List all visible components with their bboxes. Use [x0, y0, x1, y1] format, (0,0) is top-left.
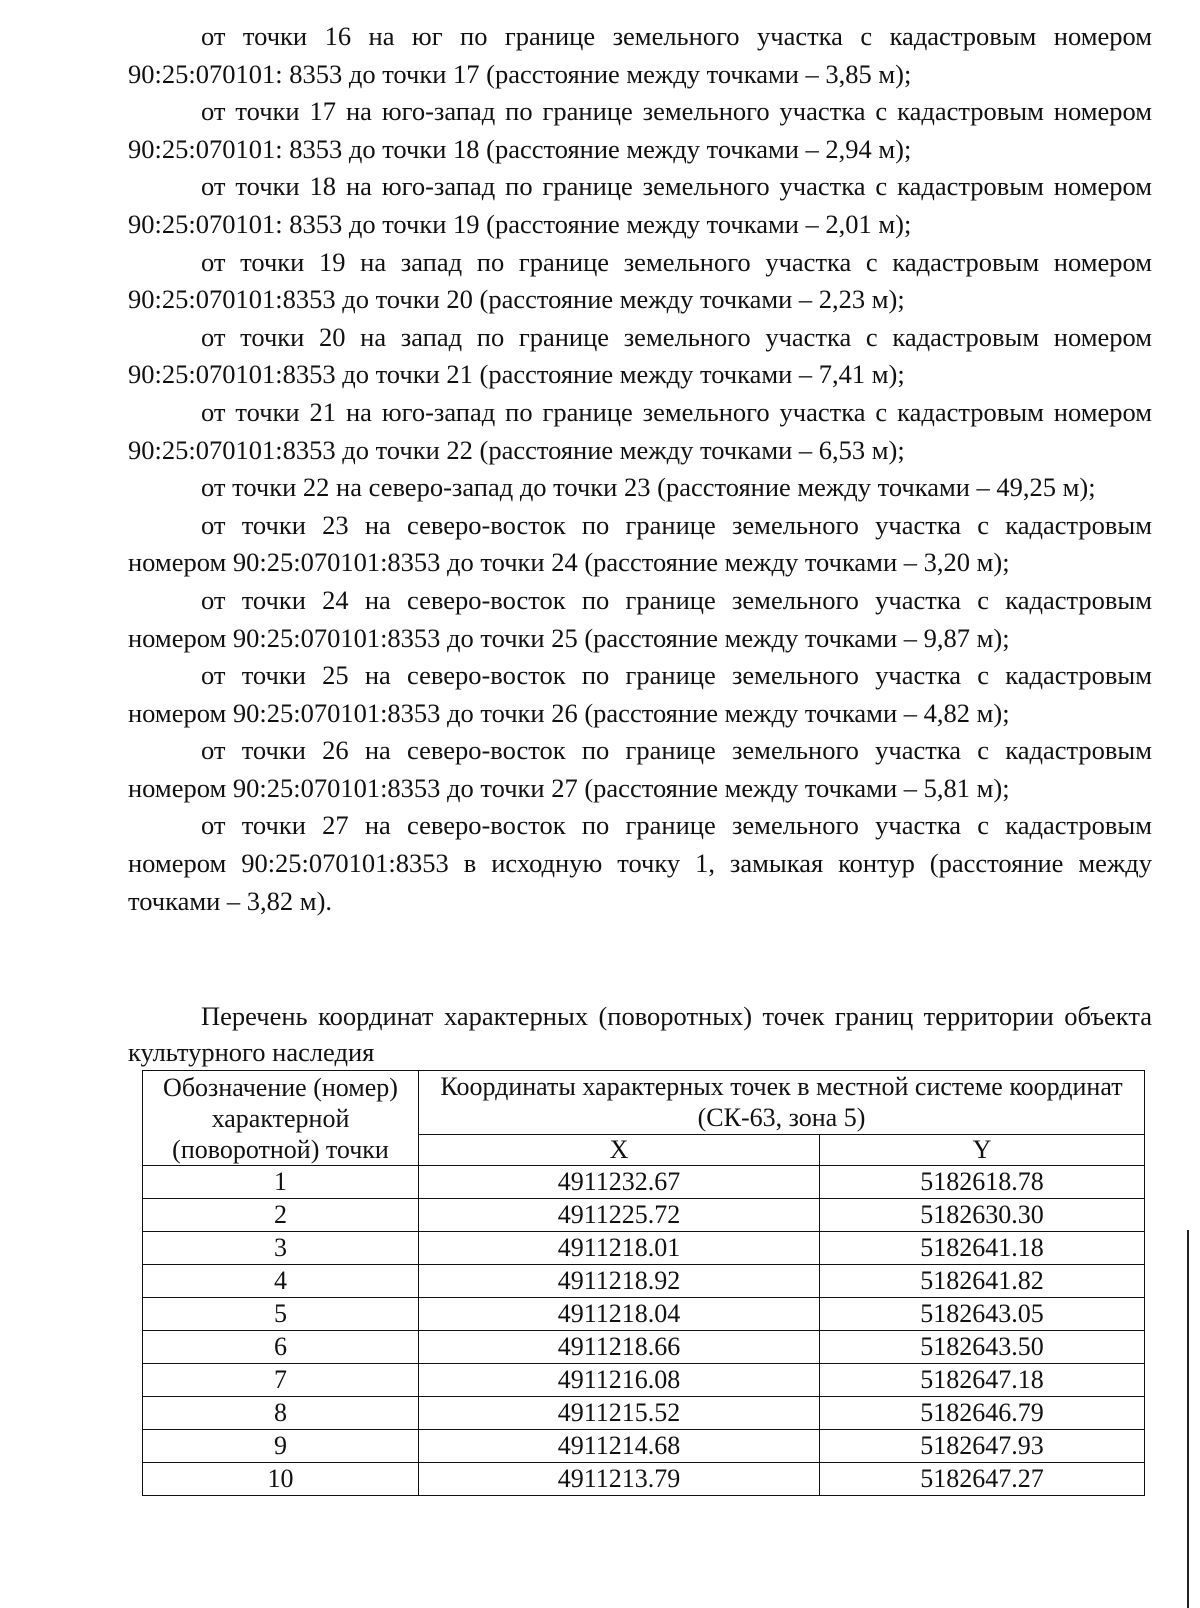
coordinate-x: 4911218.66 [419, 1331, 820, 1364]
paragraph-point-20: от точки 20 на запад по границе земельного участка с кадастровым номером 90:25:070101:8353 до точки 21 (расстояние между точками – 7,41 м); [128, 321, 1152, 390]
paragraph-point-25: от точки 25 на северо-восток по границе земельного участка с кадастровым номером 90:25:070101:8353 до точки 26 (расстояние между точками – 4,82 м); [128, 660, 1152, 728]
paragraph-point-18: от точки 18 на юго-запад по границе земельного участка с кадастровым номером 90:25:070101: 8353 до точки 19 (расстояние между точками – 2,01 м); [128, 171, 1152, 239]
table-row [143, 1265, 1145, 1298]
paragraph-point-22: от точки 22 на северо-запад до точки 23 (расстояние между точками – 49,25 м); [201, 472, 1096, 503]
coordinate-x: 4911225.72 [419, 1199, 820, 1232]
paragraph-point-23: от точки 23 на северо-восток по границе земельного участка с кадастровым номером 90:25:070101:8353 до точки 24 (расстояние между точками – 3,20 м); [128, 509, 1152, 578]
paragraph-point-24: от точки 24 на северо-восток по границе земельного участка с кадастровым номером 90:25:070101:8353 до точки 25 (расстояние между точками – 9,87 м); [128, 584, 1152, 653]
paragraph-point-17: от точки 17 на юго-запад по границе земельного участка с кадастровым номером 90:25:070101: 8353 до точки 18 (расстояние между точками – 2,94 м); [128, 96, 1152, 164]
point-number: 4 [143, 1265, 419, 1298]
table-row [143, 1430, 1145, 1463]
coordinate-x: 4911218.01 [419, 1232, 820, 1265]
table-row [143, 1397, 1145, 1430]
header-x: X [419, 1134, 820, 1165]
coordinates-table [142, 1070, 1145, 1496]
paragraph-point-27: от точки 27 на северо-восток по границе земельного участка с кадастровым номером 90:25:070101:8353 в исходную точку 1, замыкая контур (расстояние между точками – 3,82 м). [128, 810, 1152, 916]
coordinate-y: 5182618.78 [820, 1166, 1145, 1199]
coordinate-x: 4911214.68 [419, 1430, 820, 1463]
coordinate-x: 4911216.08 [419, 1364, 820, 1397]
paragraph-point-26: от точки 26 на северо-восток по границе земельного участка с кадастровым номером 90:25:070101:8353 до точки 27 (расстояние между точками – 5,81 м); [128, 735, 1152, 803]
point-number: 5 [143, 1298, 419, 1331]
paragraph-point-21: от точки 21 на юго-запад по границе земельного участка с кадастровым номером 90:25:070101:8353 до точки 22 (расстояние между точками – 6,53 м); [128, 396, 1152, 465]
table-caption: Перечень координат характерных (поворотных) точек границ территории объекта культурного наследия [128, 1001, 1152, 1067]
coordinate-y: 5182643.05 [820, 1298, 1145, 1331]
boundary-description [128, 18, 1152, 920]
scan-edge-line [1187, 1230, 1189, 1608]
point-number: 3 [143, 1232, 419, 1265]
point-number: 9 [143, 1430, 419, 1463]
coordinate-y: 5182643.50 [820, 1331, 1145, 1364]
table-row [143, 1331, 1145, 1364]
coordinate-y: 5182641.82 [820, 1265, 1145, 1298]
point-number: 10 [143, 1463, 419, 1496]
header-designation: Обозначение (номер) характерной (поворотной) точки [143, 1071, 419, 1166]
coordinate-y: 5182630.30 [820, 1199, 1145, 1232]
point-number: 1 [143, 1166, 419, 1199]
coordinate-x: 4911213.79 [419, 1463, 820, 1496]
coordinate-y: 5182647.93 [820, 1430, 1145, 1463]
header-y: Y [820, 1134, 1145, 1165]
coordinate-x: 4911232.67 [419, 1166, 820, 1199]
paragraph-point-19: от точки 19 на запад по границе земельного участка с кадастровым номером 90:25:070101:8353 до точки 20 (расстояние между точками – 2,23 м); [128, 246, 1152, 315]
coordinate-x: 4911218.92 [419, 1265, 820, 1298]
coordinate-y: 5182641.18 [820, 1232, 1145, 1265]
coordinate-y: 5182647.18 [820, 1364, 1145, 1397]
table-row [143, 1463, 1145, 1496]
point-number: 8 [143, 1397, 419, 1430]
coordinate-y: 5182646.79 [820, 1397, 1145, 1430]
point-number: 2 [143, 1199, 419, 1232]
table-row [143, 1364, 1145, 1397]
coordinate-x: 4911215.52 [419, 1397, 820, 1430]
table-row [143, 1199, 1145, 1232]
table-row [143, 1232, 1145, 1265]
coordinate-y: 5182647.27 [820, 1463, 1145, 1496]
paragraph-point-16: от точки 16 на юг по границе земельного участка с кадастровым номером 90:25:070101: 8353 до точки 17 (расстояние между точками – 3,85 м); [128, 21, 1152, 89]
table-row [143, 1298, 1145, 1331]
header-coordinates: Координаты характерных точек в местной системе координат (СК-63, зона 5) [419, 1071, 1145, 1135]
point-number: 7 [143, 1364, 419, 1397]
coordinate-x: 4911218.04 [419, 1298, 820, 1331]
point-number: 6 [143, 1331, 419, 1364]
table-row [143, 1166, 1145, 1199]
